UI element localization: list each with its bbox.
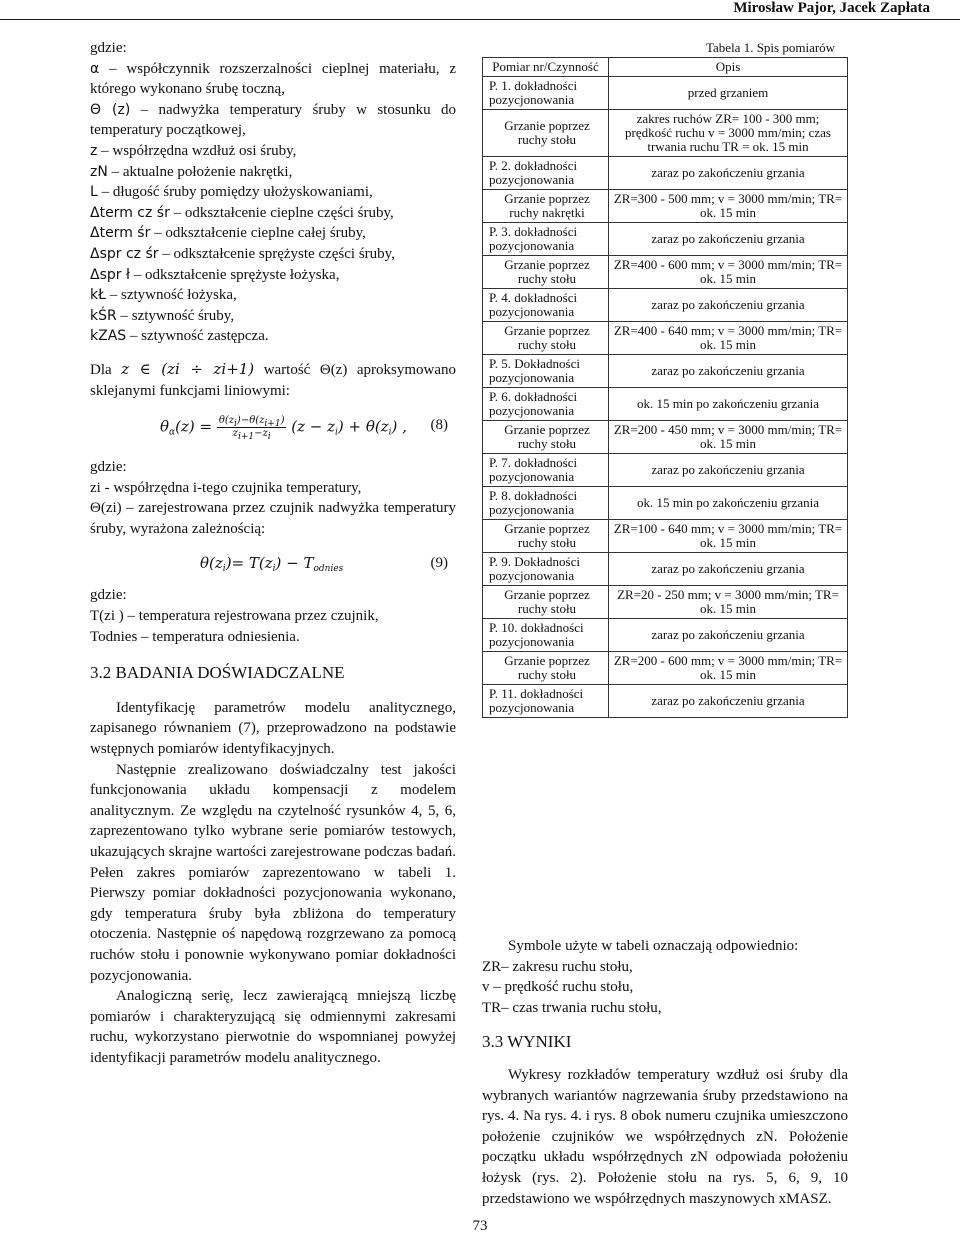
description-cell: ZR=300 - 500 mm; v = 3000 mm/min; TR= ok. 15 min xyxy=(609,190,848,223)
measurement-cell: P. 10. dokładności pozycjonowania xyxy=(483,619,609,652)
todnies-definition: Todnies – temperatura odniesienia. xyxy=(90,628,300,645)
definition-item xyxy=(90,203,456,224)
table-row xyxy=(483,487,848,520)
definition-symbol: Δterm cz śr xyxy=(90,204,170,221)
description-cell: zaraz po zakończeniu grzania xyxy=(609,553,848,586)
definition-item xyxy=(90,59,456,100)
definition-item xyxy=(90,141,456,162)
definition-symbol: kZAS xyxy=(90,328,127,345)
description-cell: ok. 15 min po zakończeniu grzania xyxy=(609,487,848,520)
description-cell: zaraz po zakończeniu grzania xyxy=(609,355,848,388)
table-row xyxy=(483,421,848,454)
definition-text: – odkształcenie cieplne części śruby, xyxy=(169,204,394,221)
measurement-cell: Grzanie poprzez ruchy stołu xyxy=(483,256,609,289)
description-cell: przed grzaniem xyxy=(609,77,848,110)
definition-item xyxy=(90,182,456,203)
left-column: gdzie: α – współczynnik rozszerzalności cieplnej materiału, z którego wykonano śrubę toczną, Θ (z) – nadwyżka temperatury śruby w stosunku do temperatury początkowej, z – współrzędna wzdłuż osi śruby, zN – aktualne położenie nakrętki, L – długość śruby pomiędzy ułożyskowaniami, Δterm cz śr – odkształcenie cieplne części śruby, Δterm śr – odkształcenie cieplne całej śruby, Δspr cz śr – odkształcenie sprężyste części śruby, Δspr ł – odkształcenie sprężyste łożyska, kŁ – sztywność łożyska, kŚR – sztywność śruby, kZAS – sztywność zastępcza. Dla z ∈ (zi ÷ zi+1) wartość Θ(z) aproksymowano sklejanymi funkcjami liniowymi: $\theta_\alpha(z)$ = $\frac{\theta(z_i)-\theta(z_{i+1})}{z_{i+1}-z_i}$ $(z - z_i) + \theta(z_i)$ , (8) gdzie: zi - współrzędna i-tego czujnika temperatury, Θ(zi) – zarejestrowana przez czujnik nadwyżka temperatury śruby, wyrażona zależnością: $\theta(z_i)= T(z_i) - T_{odnies}$ (9) gdzie: T(zi ) – temperatura rejestrowana przez czujnik, Todnies – temperatura odniesienia. 3.2 BADANIA DOŚWIADCZALNE Identyfikację parametrów modelu analitycznego, zapisanego równaniem (7), przeprowadzono na podstawie wstępnych pomiarów identyfikacyjnych. Następnie zrealizowano doświadczalny test jakości funkcjonowania układu kompensacji z modelem analitycznym. Ze względu na czytelność rysunków 4, 5, 6, zaprezentowano tylko wybrane serie pomiarów testowych, ukazujących skrajne wartości zarejestrowane podczas badań. Pełen zakres pomiarów zaprezentowano w tabeli 1. Pierwszy pomiar dokładności pozycjonowania wykonano, gdy temperatura śruby była zbliżona do temperatury otoczenia. Następnie oś napędową rozgrzewano za pomocą ruchów stołu i ponownie wykonywano pomiar dokładności pozycjonowania. Analogiczną serię, lecz zawierającą mniejszą liczbę pomiarów i charakteryzującą się odmiennymi zakresami ruchu, wykorzystano pierwotnie do wspomnianej powyżej identyfikacji parametrów modelu analitycznego. xyxy=(90,38,456,1069)
description-cell: ZR=20 - 250 mm; v = 3000 mm/min; TR= ok. 15 min xyxy=(609,586,848,619)
definition-text: – sztywność zastępcza. xyxy=(126,328,269,345)
definition-symbol: Δterm śr xyxy=(90,225,151,242)
description-cell: zaraz po zakończeniu grzania xyxy=(609,619,848,652)
definition-text: – sztywność łożyska, xyxy=(105,287,237,304)
measurement-cell: P. 3. dokładności pozycjonowania xyxy=(483,223,609,256)
measurement-cell: P. 2. dokładności pozycjonowania xyxy=(483,157,609,190)
theta-definition: Θ(zi) – zarejestrowana przez czujnik nadwyżka temperatury śruby, wyrażona zależnością: xyxy=(90,500,456,537)
description-cell: zakres ruchów ZR= 100 - 300 mm; prędkość ruchu v = 3000 mm/min; czas trwania ruchu TR = ok. 15 min xyxy=(609,110,848,157)
symbol-definitions xyxy=(90,59,456,347)
description-cell: zaraz po zakończeniu grzania xyxy=(609,454,848,487)
table-row xyxy=(483,454,848,487)
col-header-description: Opis xyxy=(609,58,848,77)
table-row xyxy=(483,77,848,110)
definition-symbol: Δspr ł xyxy=(90,266,130,283)
definition-item xyxy=(90,285,456,306)
measurement-cell: Grzanie poprzez ruchy stołu xyxy=(483,322,609,355)
definition-symbol: α xyxy=(90,60,100,77)
description-cell: ZR=400 - 600 mm; v = 3000 mm/min; TR= ok. 15 min xyxy=(609,256,848,289)
measurement-cell: P. 11. dokładności pozycjonowania xyxy=(483,685,609,718)
symbol-tr: TR– czas trwania ruchu stołu, xyxy=(482,999,662,1016)
results-paragraph: Wykresy rozkładów temperatury wzdłuż osi śruby dla wybranych wariantów nagrzewania śruby przedstawiono na rys. 4. Na rys. 4. i rys. 8 obok numeru czujnika umieszczono położenie czujników we współrzędnych zN. Położenie początku układu współrzędnych zN odpowiada położeniu łożysk (rys. 2). Położenie stołu na rys. 5, 6, 9, 10 przedstawiono we współrzędnych maszynowych xMASZ. xyxy=(482,1066,848,1207)
table-caption: Tabela 1. Spis pomiarów xyxy=(706,40,836,55)
right-column xyxy=(482,936,848,1209)
section-heading-3-2: 3.2 BADANIA DOŚWIADCZALNE xyxy=(90,663,345,683)
measurement-cell: P. 6. dokładności pozycjonowania xyxy=(483,388,609,421)
table-row xyxy=(483,256,848,289)
description-cell: zaraz po zakończeniu grzania xyxy=(609,157,848,190)
table-row xyxy=(483,586,848,619)
paragraph-3: Analogiczną serię, lecz zawierającą mniejszą liczbę pomiarów i charakteryzującą się odmiennymi zakresami ruchu, wykorzystano pierwotnie do wspomnianej powyżej identyfikacji parametrów modelu analitycznego. xyxy=(90,988,456,1066)
definition-text: – odkształcenie sprężyste łożyska, xyxy=(129,266,340,283)
measurements-table xyxy=(482,57,848,718)
definition-symbol: kŚR xyxy=(90,307,117,324)
symbol-v: v – prędkość ruchu stołu, xyxy=(482,979,634,996)
definition-text: – odkształcenie cieplne całej śruby, xyxy=(150,225,366,242)
definition-item xyxy=(90,265,456,286)
definition-text: – współrzędna wzdłuż osi śruby, xyxy=(97,142,297,159)
definition-symbol: kŁ xyxy=(90,287,106,304)
definition-text: – współczynnik rozszerzalności cieplnej materiału, z którego wykonano śrubę toczną, xyxy=(90,60,456,98)
col-header-measurement: Pomiar nr/Czynność xyxy=(483,58,609,77)
gdzie-label: gdzie: xyxy=(90,40,127,56)
table-row xyxy=(483,520,848,553)
measurement-cell: Grzanie poprzez ruchy stołu xyxy=(483,421,609,454)
description-cell: zaraz po zakończeniu grzania xyxy=(609,289,848,322)
table-row xyxy=(483,322,848,355)
table-row xyxy=(483,157,848,190)
table-row xyxy=(483,223,848,256)
measurement-cell: P. 7. dokładności pozycjonowania xyxy=(483,454,609,487)
paragraph-1: Identyfikację parametrów modelu analitycznego, zapisanego równaniem (7), przeprowadzono na podstawie wstępnych pomiarów identyfikacyjnych. xyxy=(90,699,456,758)
dla-paragraph: Dla z ∈ (zi ÷ zi+1) wartość Θ(z) aproksymowano sklejanymi funkcjami liniowymi: xyxy=(90,359,457,399)
definition-item xyxy=(90,223,456,244)
symbols-intro: Symbole użyte w tabeli oznaczają odpowiednio: xyxy=(508,938,799,954)
measurement-cell: Grzanie poprzez ruchy stołu xyxy=(483,520,609,553)
table-row xyxy=(483,289,848,322)
equation-8-number: (8) xyxy=(430,417,448,434)
table-row xyxy=(483,685,848,718)
measurement-cell: Grzanie poprzez ruchy stołu xyxy=(483,110,609,157)
definition-text: – nadwyżka temperatury śruby w stosunku do temperatury początkowej, xyxy=(90,101,457,139)
table-row xyxy=(483,355,848,388)
definition-item xyxy=(90,306,456,327)
definition-item xyxy=(90,100,456,141)
definition-item xyxy=(90,162,456,183)
table-row xyxy=(483,553,848,586)
definition-symbol: Θ (z) xyxy=(90,101,131,118)
definition-symbol: z xyxy=(90,142,98,159)
equation-8: $\theta_\alpha(z)$ = $\frac{\theta(z_i)-\theta(z_{i+1})}{z_{i+1}-z_i}$ $(z - z_i) + \theta(z_i)$ , (8) xyxy=(160,415,448,443)
table-header-row xyxy=(483,58,848,77)
definition-item xyxy=(90,244,456,265)
table-row xyxy=(483,388,848,421)
description-cell: ok. 15 min po zakończeniu grzania xyxy=(609,388,848,421)
description-cell: ZR=200 - 600 mm; v = 3000 mm/min; TR= ok. 15 min xyxy=(609,652,848,685)
running-header xyxy=(0,0,960,20)
interval-math: z ∈ (zi ÷ zi+1) xyxy=(121,359,255,378)
zi-definition: zi - współrzędna i-tego czujnika temperatury, xyxy=(90,479,362,496)
description-cell: zaraz po zakończeniu grzania xyxy=(609,685,848,718)
header-authors: Mirosław Pajor, Jacek Zapłata xyxy=(733,0,930,16)
definition-symbol: L xyxy=(90,184,98,201)
measurement-cell: Grzanie poprzez ruchy nakrętki xyxy=(483,190,609,223)
definition-text: – sztywność śruby, xyxy=(116,307,235,324)
measurement-cell: P. 9. Dokładności pozycjonowania xyxy=(483,553,609,586)
measurement-cell: Grzanie poprzez ruchy stołu xyxy=(483,586,609,619)
table-row xyxy=(483,110,848,157)
measurement-cell: P. 8. dokładności pozycjonowania xyxy=(483,487,609,520)
description-cell: ZR=400 - 640 mm; v = 3000 mm/min; TR= ok. 15 min xyxy=(609,322,848,355)
description-cell: ZR=100 - 640 mm; v = 3000 mm/min; TR= ok. 15 min xyxy=(609,520,848,553)
definition-item xyxy=(90,326,456,347)
page-number: 73 xyxy=(472,1218,488,1234)
measurement-cell: Grzanie poprzez ruchy stołu xyxy=(483,652,609,685)
measurement-cell: P. 5. Dokładności pozycjonowania xyxy=(483,355,609,388)
symbol-zr: ZR– zakresu ruchu stołu, xyxy=(482,958,633,975)
table-row xyxy=(483,190,848,223)
equation-9-number: (9) xyxy=(430,555,448,572)
definition-text: – długość śruby pomiędzy ułożyskowaniami, xyxy=(97,184,373,201)
definition-symbol: zN xyxy=(90,163,108,180)
paragraph-2: Następnie zrealizowano doświadczalny test jakości funkcjonowania układu kompensacji z modelem analitycznym. Ze względu na czytelność rysunków 4, 5, 6, zaprezentowano tylko wybrane serie pomiarów testowych, ukazujących skrajne wartości zarejestrowane podczas badań. Pełen zakres pomiarów zaprezentowano w tabeli 1. Pierwszy pomiar dokładności pozycjonowania wykonano, gdy temperatura śruby była zbliżona do temperatury otoczenia. Następnie oś napędową rozgrzewano za pomocą ruchów stołu i ponownie wykonywano pomiar dokładności pozycjonowania. xyxy=(90,761,456,984)
description-cell: ZR=200 - 450 mm; v = 3000 mm/min; TR= ok. 15 min xyxy=(609,421,848,454)
t-definition: T(zi ) – temperatura rejestrowana przez czujnik, xyxy=(90,608,379,625)
description-cell: zaraz po zakończeniu grzania xyxy=(609,223,848,256)
measurement-cell: P. 4. dokładności pozycjonowania xyxy=(483,289,609,322)
section-heading-3-3: 3.3 WYNIKI xyxy=(482,1032,572,1052)
table-row xyxy=(483,652,848,685)
measurement-cell: P. 1. dokładności pozycjonowania xyxy=(483,77,609,110)
table-row xyxy=(483,619,848,652)
definition-text: – aktualne położenie nakrętki, xyxy=(107,163,293,180)
definition-symbol: Δspr cz śr xyxy=(90,245,159,262)
definition-text: – odkształcenie sprężyste części śruby, xyxy=(158,245,395,262)
equation-9: $\theta(z_i)= T(z_i) - T_{odnies}$ (9) xyxy=(200,554,448,575)
